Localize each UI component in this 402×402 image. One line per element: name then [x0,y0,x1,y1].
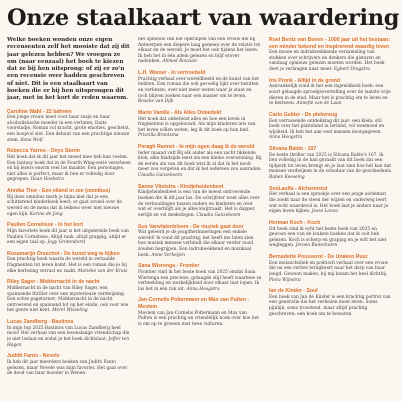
entry-text: Dit boek vind ik echt het beste boek van 2025 en gewoon een van de leukste boeken dat ik ooit heb gelezen. Koch is scherp en grappig en je wilt het niet wegleggen. [269,226,387,249]
review-entry [7,319,131,348]
entry-text: Middernacht in de nacht van Riley Sager, een spannende thriller over een mysterieuze verdwijning. Een echte pageturner; Middernacht in de nacht ontroerend en spannend tot op het einde, ook voor wie het genre niet kent. [7,286,129,314]
entry-text: Een prachtig boek waarin de wereld in vertaalde fragmenten tot leven komt. Het is een roman die je bij elke herlezing verrast en raakt. [7,257,127,274]
entry-title: Iris Pronk - Alfijd in de grond [269,77,340,84]
entry-text: Een mooie en indrukwekkende verzameling van stukken over schrijvers en denkers die gisteren en vandaag opnieuw gelezen moeten worden. Het boek doet je verlangen naar meer. [269,50,385,72]
entry-text: Bij deze omnibus merk je bijna niet dat je een schitterend kinderboek leest; er gaat zoveel over de wereld en de mens dat ik telkens weer met nieuwe ogen kijk. [7,194,122,217]
entry-title: Roel Bentz van Boven - 1000 jaar uit het bestaan: een minder bekend en inspirerend waardig leven [269,37,391,50]
entry-body [138,270,262,292]
entry-author: Egbert Dragstra [333,66,370,72]
entry-text: Een melancholiek en poëtisch verhaal over een vrouw die na een verlies terugkeert naar het dorp van haar jeugd. Gewoon maken, bij mij kwam het heel dichtbij. [269,260,389,277]
entry-title: Peragh Rannet - In mijn ogen daag ik de wereld [138,144,255,151]
entry-text: Frontier vind ik het beste boek van 2025 omdat Sana Wierenga een precieze, gelaagde stijl heeft waarmee ze verbeelding en werkelijkheid door elkaar laat lopen. Ik las het in één ruk uit. [138,269,262,292]
review-entry [7,279,131,314]
entry-author: Jeroen Bunschoten [295,243,338,249]
review-entry [7,148,131,183]
entry-body [138,117,262,139]
entry-author: Jogy Grotendorst [47,240,86,246]
entry-author: Priscilla Brantsma [138,133,179,139]
entry-body [138,311,262,328]
review-entry [138,37,262,65]
entry-title: Rosamarijn Orsschot - De kunst weg te kijken [7,250,120,257]
entry-title: Rebecca Yarros - Onyx Storm [7,148,80,155]
entry-title: Herman Koch - Koch [269,219,321,226]
entry-text: Mijn favoriete boek dit jaar is het uitgebreide boek van Paulien Cornelisse. Altijd raak, altijd grappig, altijd er een eigen taal op. [7,228,129,246]
entry-title: Mario Vanille - Als Alles Onbedekt [138,109,222,116]
review-entry [7,109,131,144]
entry-author: Ilona Wolf [20,137,43,143]
entry-text: Wat geleerd je de jeugdherinneringen een enkele wereld! Ik vond dit prachtig; het heeft me laten zien hoe muziek mensen verbindt die elkaar verder nooit zouden begrijpen. Een indrukwekkend en muzikaal boek. [138,230,254,258]
entry-title: Sus Vanvlatenbloem - De muziek gaat door [138,223,244,230]
entry-author: Daan Hoekstra [30,177,64,183]
entry-body [7,195,131,217]
entry-text: Een verrassende ontdekking dit jaar: een klein, stil boek over het platteland in Ierland, vol weemoed en wijsheid. Ik heb het aan veel mensen doorgegeven. [269,118,385,135]
entry-author: Karine de Jong [29,211,63,217]
entry-title: Judith Fanto - Nevele [7,353,60,360]
entry-body [269,295,393,317]
entry-text: Aanvankelijk vond ik het een ingewikkeld boek: een soort gelaagde sprookjesvertelling over de laatste vrije dieren in de stad. Maar het is prachtig om te lezen en te herlezen. [269,84,391,107]
entry-title: Ian de Kinder - Soul [269,288,318,295]
entry-text: Mevlem van Jan-Cornelis Poltermann en Max van Pulten is een prachtig en vriendelijk boek over hoe het is om op te groeien met twee culturen. [138,310,259,327]
review-entry [138,70,262,105]
intro-text: Welke boeken wonden onze eigen recensenten zelf het mooiste dat zij dit jaar gelezen hebben? We vroegen ze om (naar eenzaal) het boek te kiezen dat ze bij hen uitsprong: of zij er zo'n een recensie over hadden geschreven of niet. Dit is een staalkaart van boeken die er bij hen uitsprongen dit jaar, met in het kort de reden waarom. [7,37,130,102]
entry-body [138,190,262,218]
review-entry [269,288,393,317]
review-entry [269,78,393,107]
column-3 [269,37,393,402]
entry-body [269,153,393,181]
entry-title: Carlo Gebler - De plekvreug [269,111,338,118]
review-entry [269,186,393,215]
review-entry [269,37,393,73]
entry-author: Merel Wisseling [52,308,88,314]
entry-body [7,229,131,246]
review-entry [269,220,393,249]
entry-text: Ik heb dit jaar meerdere boeken van Judith Fanto gelezen, maar Nevele was mijn favoriet. Het gaat over de dood van haar moeder in Wenen. [7,359,128,377]
page-title: Onze staalkaart van waardering [7,5,400,31]
review-entry [138,224,262,259]
review-entry [138,144,262,179]
column-1 [7,37,131,402]
entry-author: Anne Verheijen [151,252,185,258]
entry-text: het opnieuw van het opkruipen van een vrouw die bij Antwerpen een diepere laag gemeen over de relatie tot elkaar en de wereld. Je moet het ook tijdens het lezen. Ik heb het in één adem gelezen en blijf erover nadenken. [138,37,261,65]
review-entry [7,222,131,245]
entry-title: L.H. Wiener - In vertroebeld [138,70,206,77]
entry-text: Het boek dat ik dit jaar het meest mee heb kan voelen. Een fantasy boek dat in de Fourth Wing-serie verscheen en bij lezers enorm veel los maakte. Een personages, niet alles is perfect, maar ik ben er volledig door gegrepen. [7,155,131,183]
entry-title: Sana Wierenga - Frontier [138,263,200,270]
entry-text: In mijn top 2025 Bastinos van Lucas Zandberg heel mooi! Het verhaal van een levenslange vriendschap die je niet loslaat en zodat je het boek dichtslaat. [7,325,130,342]
entry-body [7,155,131,183]
entry-title: SenLaelfa - Alchemistul [269,185,328,192]
review-entry [138,297,262,327]
review-entry [269,146,393,181]
review-entry [7,188,131,217]
entry-text: Een jonge vrouw moet voor haar zusje en haar alcoholistische moeder in een verlaten, Duits voorstadje, Roman vol kracht, grote emoties, geschetst, een hoopvol slot. Een debuut van een prachtige nieuwe stem. [7,115,131,143]
entry-author: Jesse Lonca [311,209,338,215]
review-entry [138,110,262,139]
entry-body [138,230,262,258]
entry-body [269,84,393,106]
entry-author: Marieke van der Kruis [77,268,128,274]
entry-text: Ieder maand vult Bij elk ander als een zacht tikkende klok; elke bladzijde leest als een kleine overwinning. Bij de eerste zin van dit boek wist ik al dat ik het nooit meer zou vergeten en dat ik het iedereen zou aanraden. [138,150,262,173]
entry-body [7,326,131,348]
entry-title: Lucas Zandberg - Bastinos [7,319,74,326]
entry-title: Annika Thor - Een eiland in zee (omnibus) [7,188,111,195]
entry-author: Claudia Ganzeboom [196,212,241,218]
entry-body [269,50,393,72]
entry-title: Caroline Wahl - 22 bahnen [7,108,72,115]
entry-author: Ruben Keeseing [269,175,305,181]
entry-author: Jeffer ten Hagen [7,336,130,348]
article-columns [7,37,395,402]
entry-text: Een boek van Jan de Kinder is een krachtig portret van een generatie die het verliezen moet leren. Soms pijnlijk, soms troostend, maar altijd prachtig geschreven; een boek om te bewaren. [269,294,391,317]
entry-body [269,261,393,283]
entry-text: Prachtig verhaal over wereldbeeld en de kunst van het hebben. Een roman die ook gevoelig lijkt over bezitten en verliezen; over niet meer weten waar je staat en toch blijven zoeken naar een manier om te leven. [138,76,260,99]
review-entry [138,184,262,219]
column-2 [138,37,262,402]
entry-author: Annefie van de Laan [296,101,342,107]
entry-body [138,151,262,179]
review-entry [7,353,131,376]
entry-author: Rosalie van Dijk [138,99,174,105]
entry-text: Het boek dat onbetwist alles en hoe een leven in fragmenten is opgebouwd. Als mijn kinderen iets van het leven willen weten, leg ik dit boek op hun bed. [138,116,256,133]
entry-title: Riley Sager - Middernacht in de nacht [7,279,100,286]
entry-title: Paulien Cornelisse - In het kort [7,222,84,229]
entry-body [7,360,131,377]
entry-body [269,192,393,214]
review-entry [269,254,393,283]
entry-text: De beste thriller van 2025 is Silvana Baldo's 107. Ik ben volledig in de ban geraakt van dit boek dat een tijdperk tot leven brengt en je laat zien hoe het kan dat mensen verdwijnen in de schaduw van de geschiedenis. [269,152,393,175]
entry-body [269,227,393,249]
entry-author: Flora Wijnstra [269,277,301,283]
entry-author: Claudia Ganzeboom [138,173,183,179]
entry-body [7,115,131,143]
entry-title: Jan-Cornelis Poltermann en Max van Pulten - Mevlem [138,297,250,311]
entry-title: Sanne Vlietstra - Kindjeheidenbeet [138,183,224,190]
entry-body [138,37,262,65]
entry-text: Het verhaal is een sprookje over een jonge alchemist die zoekt naar de steen der wijzen en onderweg leert wat echt waardevol is. Het boek laat je anders naar je eigen leven kijken. [269,192,389,215]
review-entry [7,251,131,274]
entry-title: Silvana Baldo - 107 [269,146,317,153]
entry-body [269,119,393,141]
entry-author: Anna Hoogstra [186,286,220,292]
entry-body [138,77,262,105]
review-entry [138,263,262,292]
entry-body [7,257,131,274]
entry-text: Kindjeheidenbeet is een van de meest ontroerende boeken die ik dit jaar las. De schrijfster weet alles over de verhoudingen tussen ouders en kinderen en over wat er overblijft als je alles kwijtraakt. Het is dapper, eerlijk en vol mededogen. [138,190,260,218]
entry-author: Ahmed Bouzian [162,59,197,65]
entry-author: Anna Hoogstra [269,135,303,141]
entry-title: Bernadette Pousserot - De Unaken Rust [269,254,368,261]
entry-body [7,286,131,314]
review-entry [269,112,393,141]
